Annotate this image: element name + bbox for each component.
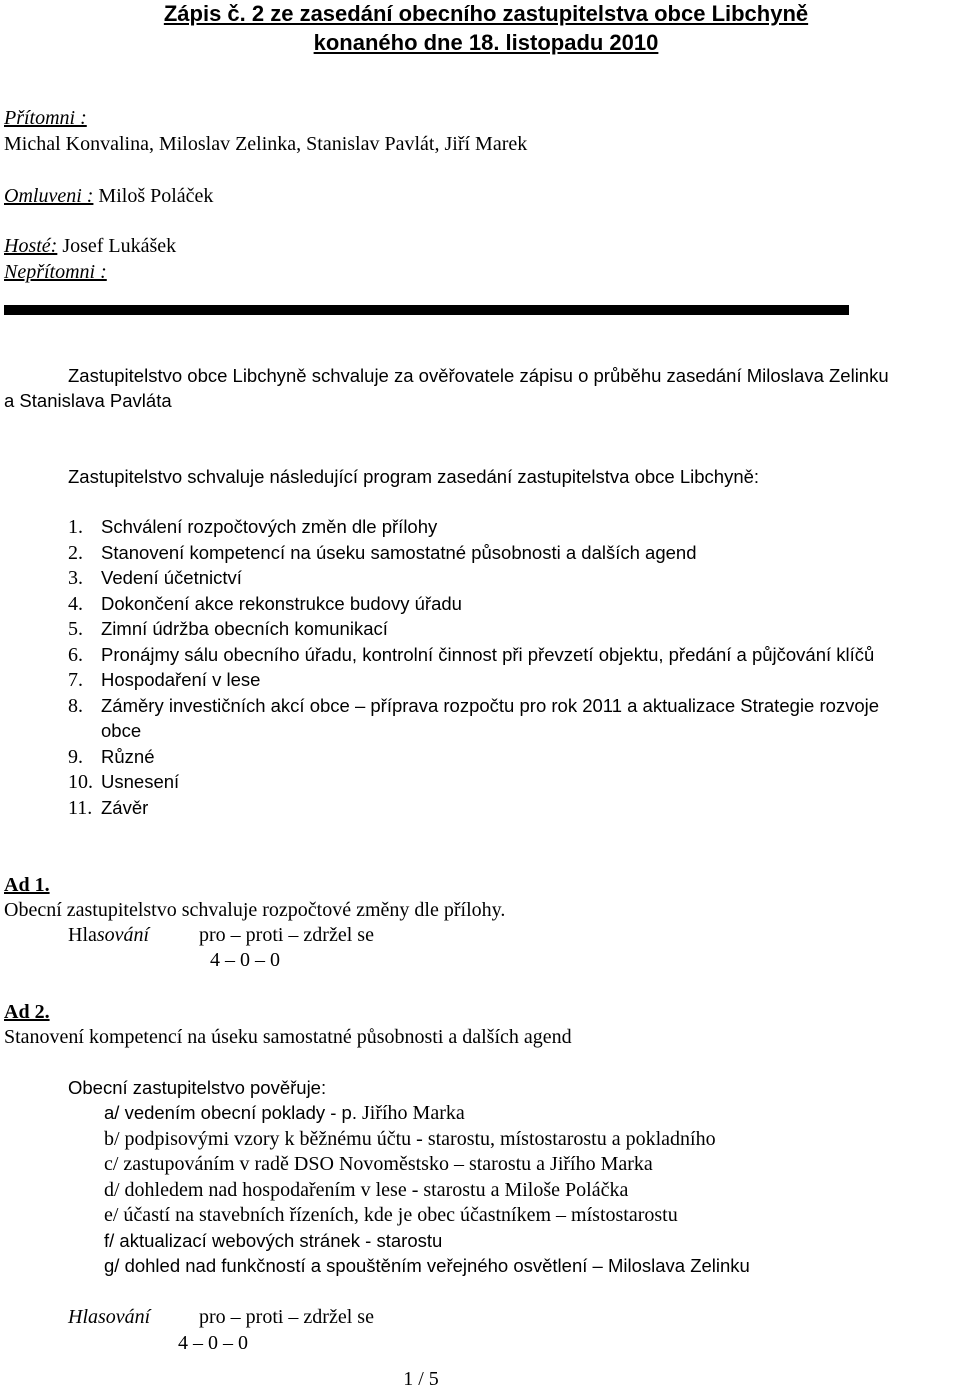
verifiers-line-1: Zastupitelstvo obce Libchyně schvaluje za ověřovatele zápisu o průběhu zasedání Miloslava Zelinku	[68, 365, 889, 386]
ad2-heading: Ad 2.	[4, 1001, 50, 1023]
program-item-text: Zimní údržba obecních komunikací	[101, 618, 388, 639]
ad2-text: Stanovení kompetencí na úseku samostatné působnosti a dalších agend	[4, 1026, 572, 1048]
program-item-text: Hospodaření v lese	[101, 669, 261, 690]
program-item-number: 5.	[68, 618, 83, 640]
program-intro: Zastupitelstvo schvaluje následující program zasedání zastupitelstva obce Libchyně:	[68, 466, 760, 487]
present-label: Přítomni :	[4, 107, 87, 129]
program-item-text: Závěr	[101, 797, 149, 818]
program-item-text: Schválení rozpočtových změn dle přílohy	[101, 516, 438, 537]
program-item-text: Usnesení	[101, 771, 180, 792]
absent-label: Nepřítomni :	[4, 261, 107, 283]
program-item-text: Dokončení akce rekonstrukce budovy úřadu	[101, 593, 462, 614]
page-number: 1 / 5	[403, 1368, 439, 1390]
program-item	[68, 541, 696, 566]
program-item-text: Pronájmy sálu obecního úřadu, kontrolní činnost při převzetí objektu, předání a půjčování klíčů	[101, 644, 875, 665]
program-item	[68, 643, 874, 668]
ad2-delegation-text: f/ aktualizací webových stránek - starostu	[104, 1230, 443, 1251]
program-item-number: 2.	[68, 542, 83, 564]
ad2-delegation-text: c/ zastupováním v radě DSO Novoměstsko – starostu a Jiřího Marka	[104, 1153, 653, 1175]
ad2-delegation-item	[104, 1178, 628, 1203]
program-item	[68, 694, 879, 719]
program-item	[68, 592, 462, 617]
excused-label: Omluveni :	[4, 185, 94, 207]
program-item-number: 11.	[68, 797, 93, 819]
verifiers-line-2: a Stanislava Pavláta	[4, 390, 172, 411]
program-item	[68, 515, 437, 540]
program-item	[68, 745, 154, 770]
ad1-vote-label	[68, 923, 149, 948]
ad2-delegation-text: d/ dohledem nad hospodařením v lese - starostu a Miloše Poláčka	[104, 1179, 629, 1201]
document-title-line-1: Zápis č. 2 ze zasedání obecního zastupitelstva obce Libchyně	[163, 1, 809, 26]
redaction-bar	[4, 305, 849, 315]
ad2-vote-label: Hlasování	[68, 1306, 151, 1328]
ad2-intro: Obecní zastupitelstvo pověřuje:	[68, 1077, 327, 1098]
program-item	[68, 617, 388, 642]
program-item	[68, 770, 179, 795]
ad2-delegation-item	[104, 1152, 653, 1177]
program-item-number: 10.	[68, 771, 93, 793]
ad2-vote-result: 4 – 0 – 0	[178, 1332, 248, 1354]
program-item-text: Různé	[101, 746, 155, 767]
program-item-number: 7.	[68, 669, 83, 691]
program-item-continuation	[68, 719, 141, 744]
program-item-number: 4.	[68, 593, 83, 615]
ad1-vote-options: pro – proti – zdržel se	[199, 924, 374, 946]
program-item-number: 6.	[68, 644, 83, 666]
program-item-number: 9.	[68, 746, 83, 768]
present-names: Michal Konvalina, Miloslav Zelinka, Stanislav Pavlát, Jiří Marek	[4, 133, 528, 155]
ad1-heading: Ad 1.	[4, 874, 50, 896]
excused-row	[4, 184, 213, 209]
program-item	[68, 668, 260, 693]
program-item	[68, 796, 148, 821]
ad2-delegation-text: g/ dohled nad funkčností a spouštěním veřejného osvětlení – Miloslava Zelinku	[104, 1255, 750, 1276]
program-item-text: Stanovení kompetencí na úseku samostatné působnosti a dalších agend	[101, 542, 697, 563]
ad1-vote-label-part: sování	[96, 924, 150, 946]
ad2-delegation-item	[104, 1254, 750, 1279]
program-item-number: 8.	[68, 695, 83, 717]
excused-names: Miloš Poláček	[98, 185, 214, 207]
ad1-text: Obecní zastupitelstvo schvaluje rozpočtové změny dle přílohy.	[4, 899, 506, 921]
ad2-delegation-item	[104, 1101, 465, 1126]
program-item-text: obce	[101, 720, 142, 741]
guests-label: Hosté:	[4, 235, 58, 257]
ad2-delegation-item	[104, 1229, 442, 1254]
program-item-number: 3.	[68, 567, 83, 589]
program-item-text: Záměry investičních akcí obce – příprava rozpočtu pro rok 2011 a aktualizace Strategie rozvoje	[101, 695, 880, 716]
program-item-number: 1.	[68, 516, 83, 538]
document-title-line-2: konaného dne 18. listopadu 2010	[313, 30, 659, 55]
ad1-vote-label-part: Hla	[68, 924, 97, 946]
ad2-vote-options: pro – proti – zdržel se	[199, 1306, 374, 1328]
ad2-delegation-text: b/ podpisovými vzory k běžnému účtu - starostu, místostarostu a pokladního	[104, 1128, 716, 1150]
ad2-delegation-text: a/ vedením obecní poklady - p.	[104, 1102, 357, 1123]
ad2-delegation-text: Jiřího Marka	[356, 1102, 465, 1124]
ad2-delegation-item	[104, 1127, 716, 1152]
program-item-text: Vedení účetnictví	[101, 567, 242, 588]
ad2-delegation-text: e/ účastí na stavebních řízeních, kde je obec účastníkem – místostarostu	[104, 1204, 678, 1226]
program-item	[68, 566, 242, 591]
ad2-delegation-item	[104, 1203, 678, 1228]
guests-row	[4, 234, 176, 259]
guests-names: Josef Lukášek	[62, 235, 177, 257]
ad1-vote-result: 4 – 0 – 0	[210, 949, 280, 971]
